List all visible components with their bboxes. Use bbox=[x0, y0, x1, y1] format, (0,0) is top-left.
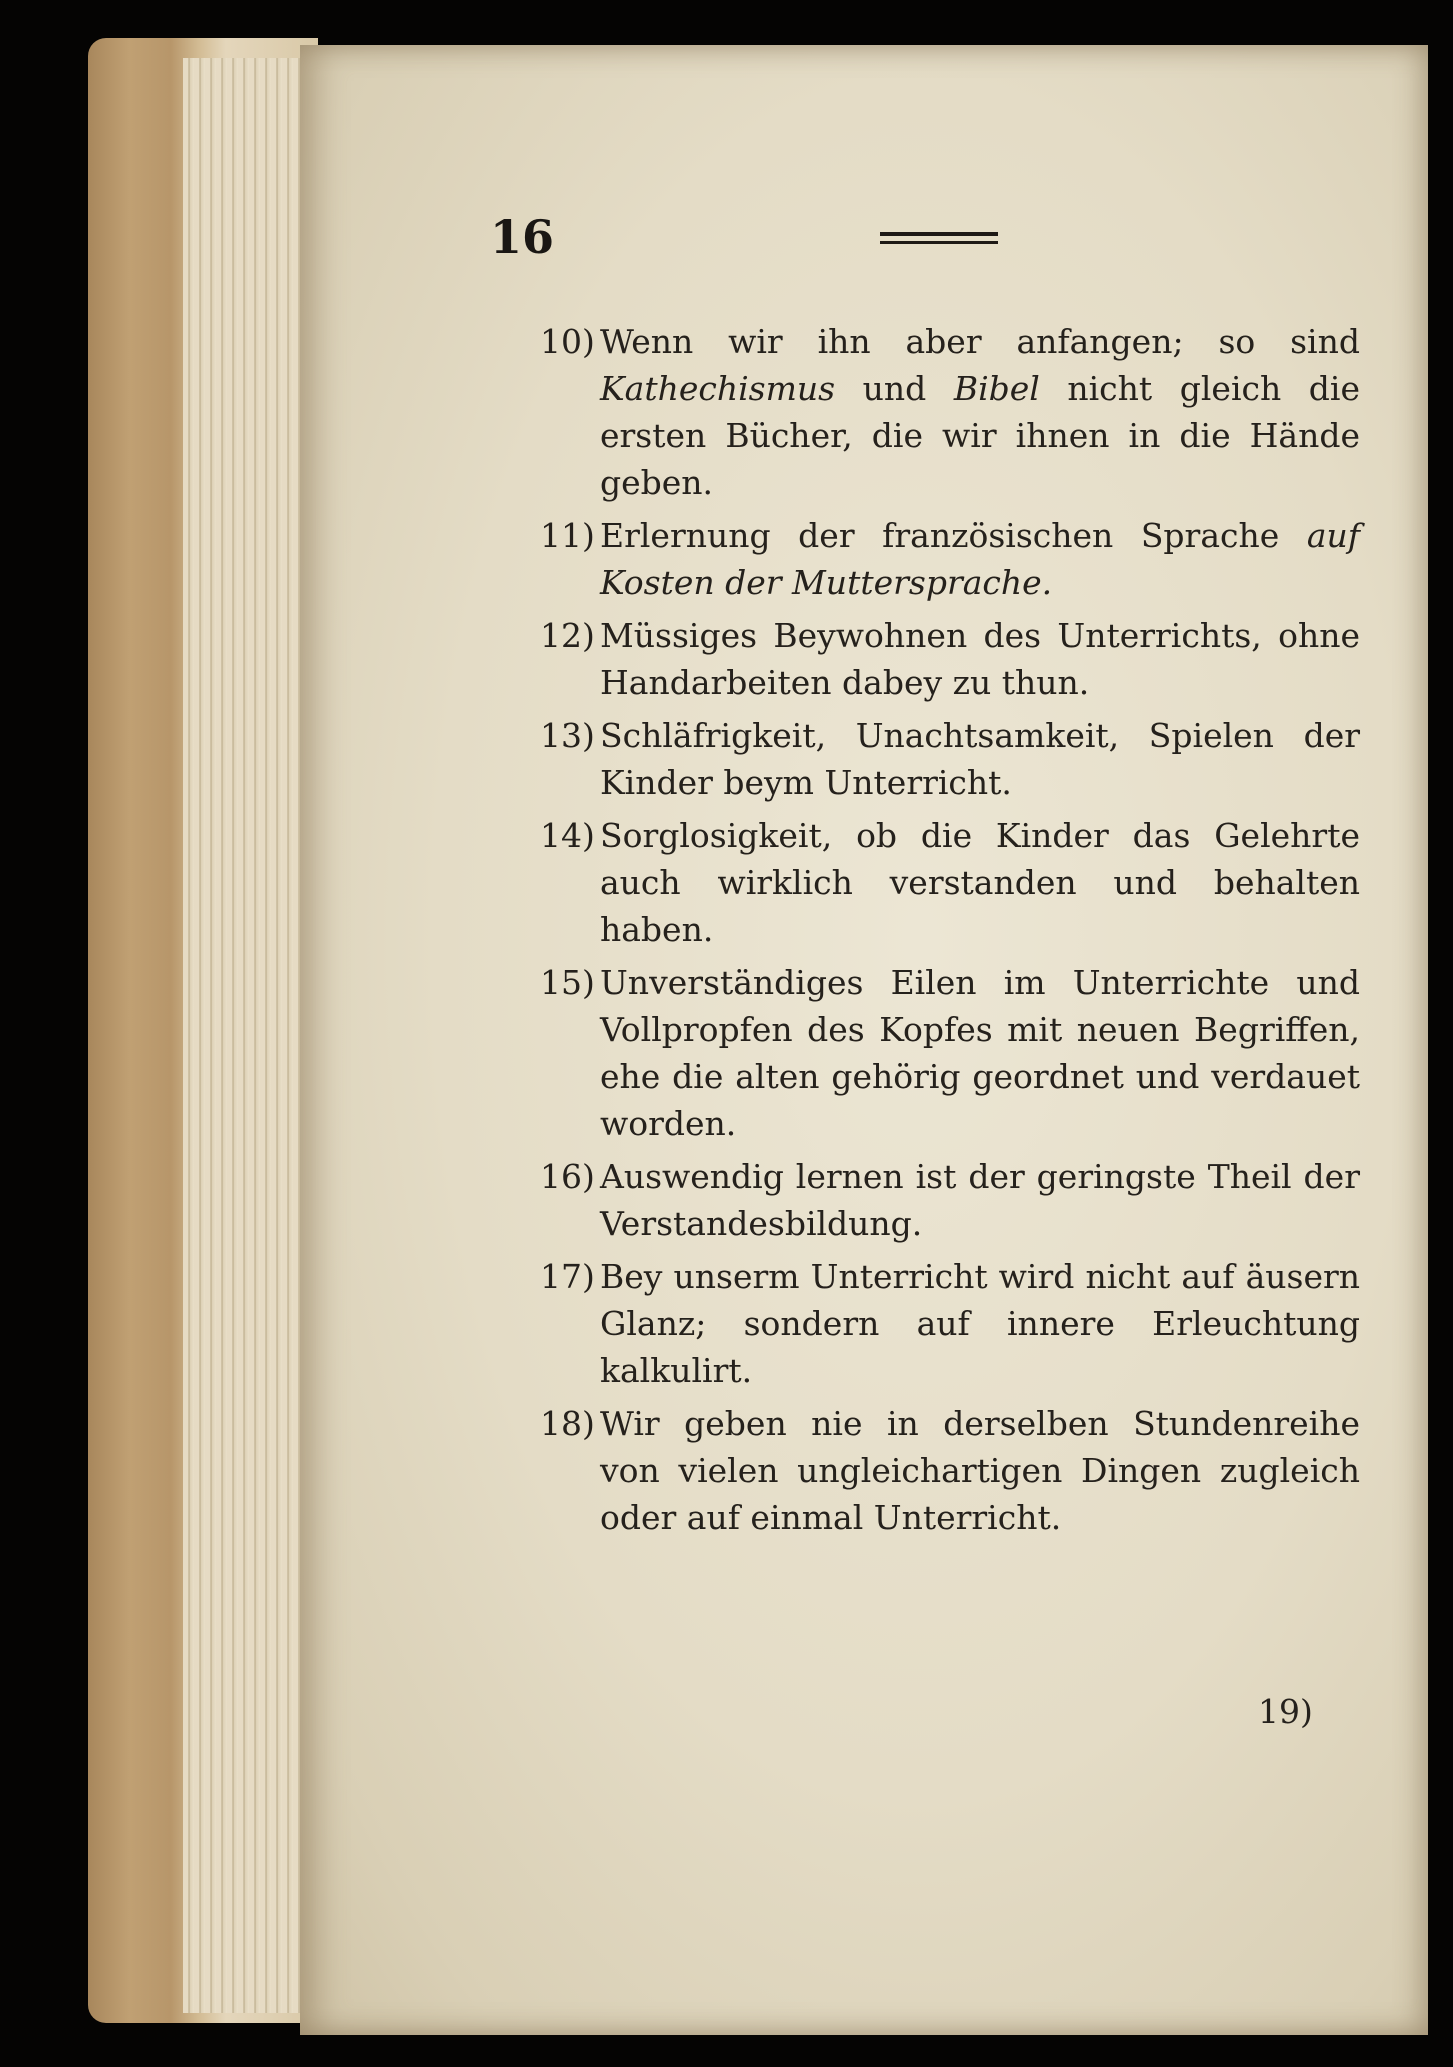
item-text: Wenn wir ihn aber anfangen; so sind bbox=[600, 322, 1360, 361]
italic-text: Bibel bbox=[953, 369, 1040, 408]
item-text: Sorglosigkeit, ob die Kinder das Gelehrte auch wirklich verstanden und behalten haben. bbox=[600, 816, 1360, 949]
item-text: Auswendig lernen ist der geringste Theil der Verstandesbildung. bbox=[600, 1157, 1360, 1243]
page-edges bbox=[183, 58, 318, 2013]
list-item bbox=[540, 959, 1360, 1147]
item-text: Müssiges Beywohnen des Unterrichts, ohne Handarbeiten dabey zu thun. bbox=[600, 616, 1360, 702]
list-item bbox=[540, 512, 1360, 606]
item-number: 16) bbox=[540, 1157, 595, 1196]
catchword: 19) bbox=[1258, 1692, 1313, 1731]
book-binding bbox=[88, 38, 318, 2023]
item-number: 12) bbox=[540, 616, 595, 655]
item-text: Unverständiges Eilen im Unterrichte und Vollpropfen des Kopfes mit neuen Begriffen, ehe die alten gehörig geordnet und verdauet worden. bbox=[600, 963, 1360, 1143]
list-item bbox=[540, 1253, 1360, 1394]
item-number: 14) bbox=[540, 816, 595, 855]
page-number: 16 bbox=[490, 210, 555, 264]
item-text: nicht gleich die ersten Bücher, die wir ihnen in die Hände geben. bbox=[600, 369, 1360, 502]
list-item bbox=[540, 712, 1360, 806]
list-item bbox=[540, 612, 1360, 706]
list-item bbox=[540, 1153, 1360, 1247]
item-number: 13) bbox=[540, 716, 595, 755]
list-item bbox=[540, 318, 1360, 506]
item-number: 18) bbox=[540, 1404, 595, 1443]
item-text: Schläfrigkeit, Unachtsamkeit, Spielen der Kinder beym Unterricht. bbox=[600, 716, 1360, 802]
list-item bbox=[540, 812, 1360, 953]
item-text: Wir geben nie in derselben Stundenreihe von vielen ungleichartigen Dingen zugleich oder auf einmal Unterricht. bbox=[600, 1404, 1360, 1537]
item-number: 10) bbox=[540, 322, 595, 361]
list-item bbox=[540, 1400, 1360, 1541]
item-text: und bbox=[835, 369, 954, 408]
header-rule bbox=[880, 232, 998, 244]
item-text: Bey unserm Unterricht wird nicht auf äusern Glanz; sondern auf innere Erleuchtung kalkulirt. bbox=[600, 1257, 1360, 1390]
item-number: 11) bbox=[540, 516, 595, 555]
item-number: 17) bbox=[540, 1257, 595, 1296]
italic-text: Kathechismus bbox=[600, 369, 836, 408]
item-number: 15) bbox=[540, 963, 595, 1002]
italic-text: auf Kosten der Muttersprache. bbox=[600, 516, 1360, 602]
page-text bbox=[540, 318, 1360, 1547]
item-text: Erlernung der französischen Sprache bbox=[600, 516, 1307, 555]
